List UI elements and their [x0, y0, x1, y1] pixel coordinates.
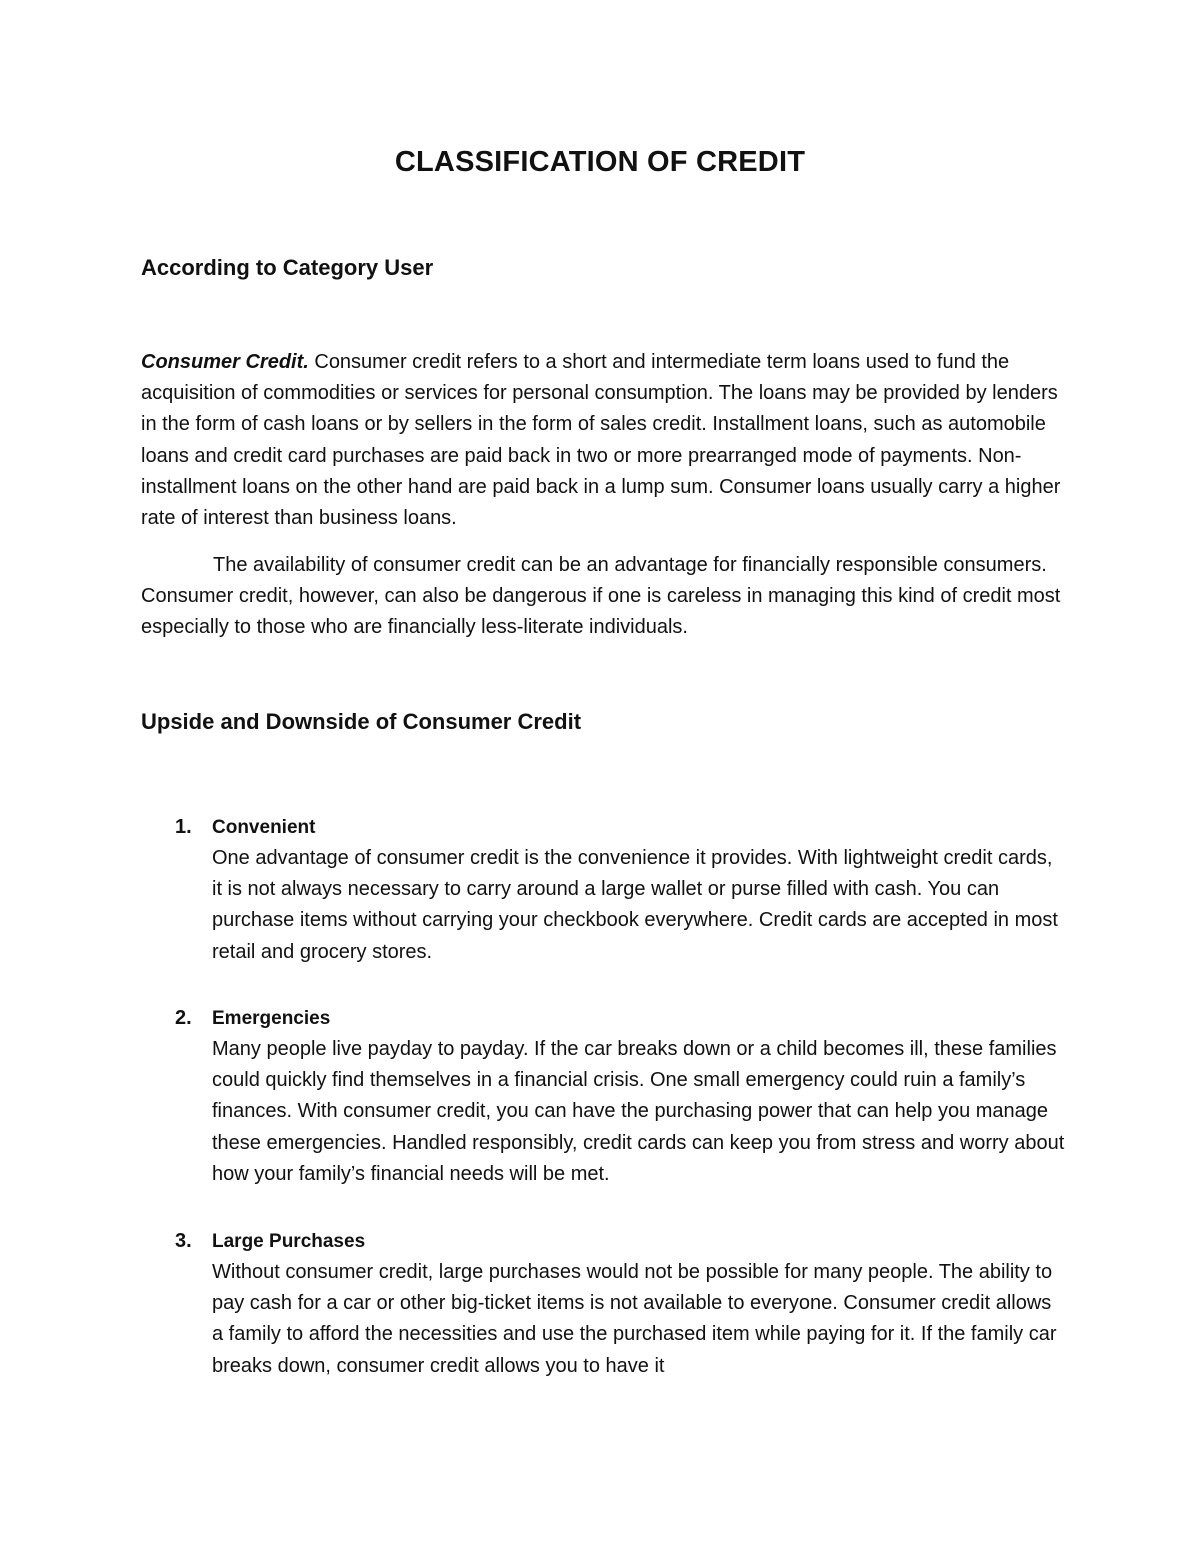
list-item-heading: Large Purchases	[212, 1231, 366, 1252]
list-item-heading: Emergencies	[212, 1008, 331, 1029]
section-heading-category-user: According to Category User	[141, 255, 434, 280]
consumer-credit-lead: Consumer Credit.	[141, 351, 309, 373]
list-item-number: 3.	[175, 1230, 192, 1252]
list-item-number: 2.	[175, 1007, 192, 1029]
list-item-text: Many people live payday to payday. If the car breaks down or a child becomes ill, these families could quickly find themselves in a financial crisis. One small emergency could ruin a family’s finances. With consumer credit, you can have the purchasing power that can help you manage these emergencies. Handled responsibly, credit cards can keep you from stress and worry about how your family’s financial needs will be met.	[212, 1038, 1065, 1185]
list-item-heading: Convenient	[212, 817, 316, 838]
list-item-text: Without consumer credit, large purchases would not be possible for many people. The ability to pay cash for a car or other big-ticket items is not available to everyone. Consumer credit allows a family to afford the necessities and use the purchased item while paying for it. If the family car breaks down, consumer credit allows you to have it	[212, 1261, 1057, 1377]
consumer-credit-text: Consumer credit refers to a short and intermediate term loans used to fund the acquisition of commodities or services for personal consumption. The loans may be provided by lenders in the form of cash loans or by sellers in the form of sales credit. Installment loans, such as automobile loans and credit card purchases are paid back in two or more prearranged mode of payments. Non-installment loans on the other hand are paid back in a lump sum. Consumer loans usually carry a higher rate of interest than business loans.	[141, 351, 1061, 530]
availability-paragraph	[141, 550, 1066, 644]
list-item-text: One advantage of consumer credit is the convenience it provides. With lightweight credit cards, it is not always necessary to carry around a large wallet or purse filled with cash. You can purchase items without carrying your checkbook everywhere. Credit cards are accepted in most retail and grocery stores.	[212, 847, 1058, 963]
section-heading-upside-downside: Upside and Downside of Consumer Credit	[141, 709, 582, 734]
page-title: CLASSIFICATION OF CREDIT	[394, 146, 806, 178]
list-item-number: 1.	[175, 816, 192, 838]
availability-text-body: The availability of consumer credit can be an advantage for financially responsible consumers. Consumer credit, however, can also be dangerous if one is careless in managing this kind of credit most especially to those who are financially less-literate individuals.	[141, 554, 1061, 639]
consumer-credit-paragraph	[141, 347, 1066, 534]
